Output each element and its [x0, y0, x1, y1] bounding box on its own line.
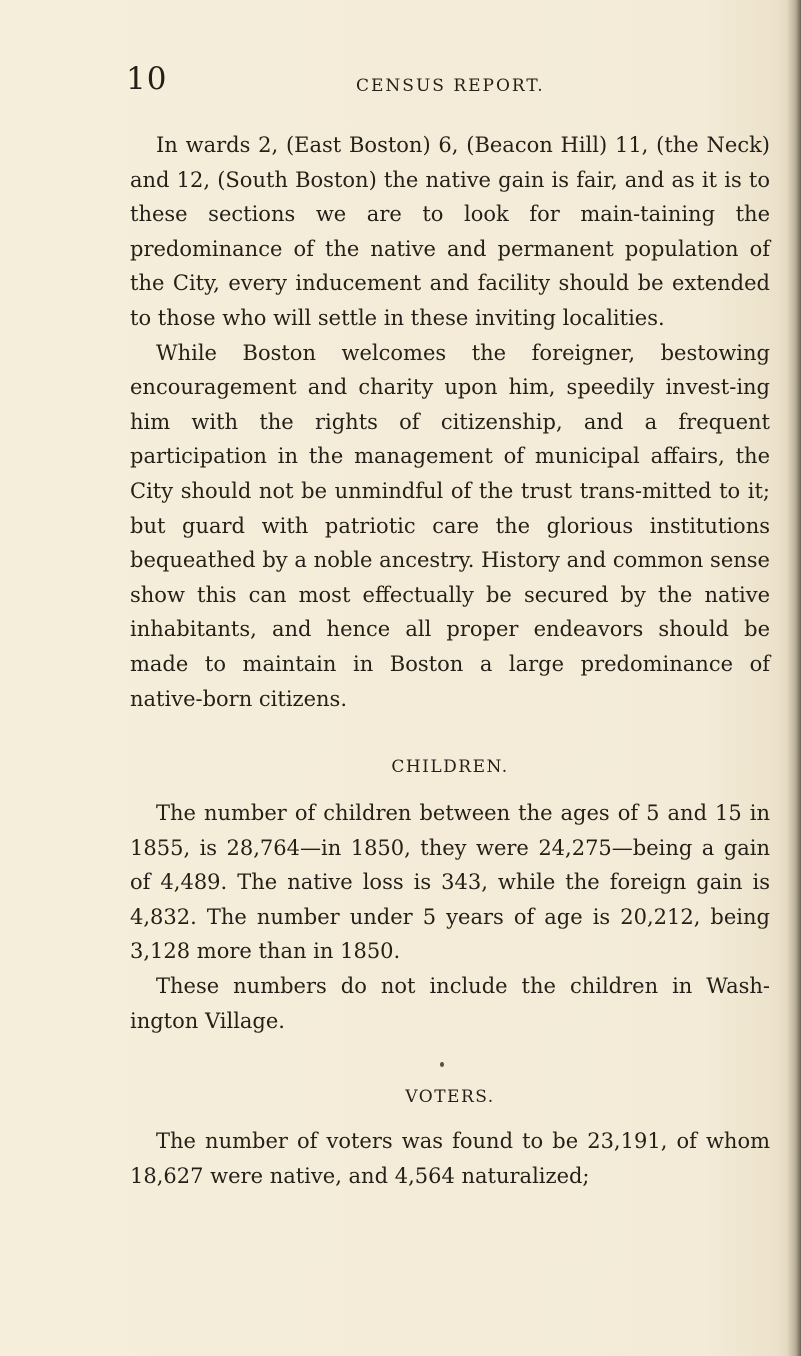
section-heading-children: CHILDREN. [391, 757, 509, 777]
ink-speck [440, 1062, 444, 1067]
page-edge-shadow [787, 0, 801, 1356]
paragraph-voters: The number of voters was found to be 23,191, of whom 18,627 were native, and 4,564 naturalized; [130, 1129, 770, 1188]
paragraph-children-note: These numbers do not include the children in Wash-ington Village. [130, 973, 770, 1033]
text-block-voters [130, 1124, 770, 1193]
paragraph-wards: In wards 2, (East Boston) 6, (Beacon Hill) 11, (the Neck) and 12, (South Boston) the native gain is fair, and as it is to these sections we are to look for main-taining the predominance of the native and permanent population of the City, every inducement and facility should be extended to those who will settle in these inviting localities. [130, 133, 770, 330]
paragraph-children-numbers: The number of children between the ages of 5 and 15 in 1855, is 28,764—in 1850, they were 24,275—being a gain of 4,489. The native loss is 343, while the foreign gain is 4,832. The number under 5 years of age is 20,212, being 3,128 more than in 1850. [130, 801, 770, 964]
running-head: CENSUS REPORT. [356, 76, 545, 96]
text-block-children [130, 796, 770, 1038]
section-heading-voters: VOTERS. [405, 1087, 495, 1107]
paragraph-foreigner: While Boston welcomes the foreigner, bestowing encouragement and charity upon him, speedily invest-ing him with the rights of citizenship, and a frequent participation in the management of municipal affairs, the City should not be unmindful of the trust trans-mitted to it; but guard with patriotic care the glorious institutions bequeathed by a noble ancestry. History and common sense show this can most effectually be secured by the native inhabitants, and hence all proper endeavors should be made to maintain in Boston a large predominance of native-born citizens. [130, 340, 770, 711]
text-block-wards [130, 128, 770, 716]
page-number: 10 [126, 61, 168, 97]
